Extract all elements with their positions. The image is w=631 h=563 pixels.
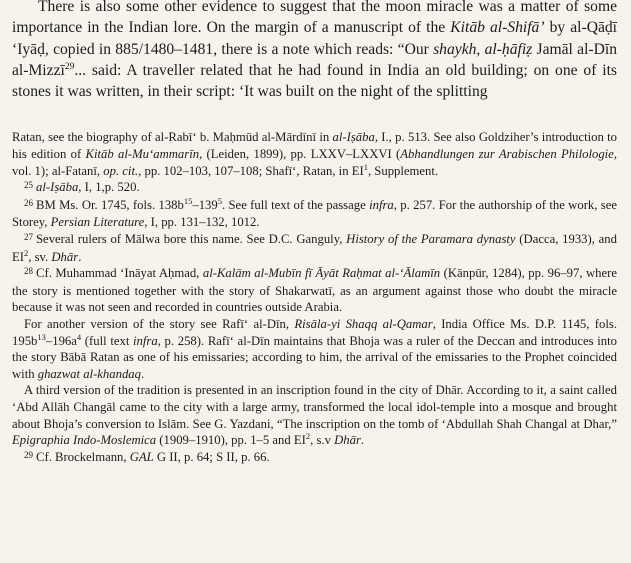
note-sup: 5 — [217, 195, 222, 206]
note-sup: 1 — [363, 161, 368, 172]
note-text: , sv. — [28, 249, 52, 264]
footnote-number: 29 — [24, 449, 33, 460]
note-text: (Kānpūr, 1284), pp. 96–97, where the story is mentioned together with the story of Shakarwatī, as an argument against those who doubt the miracle because it was not seen and recorded in countries outside Arabia. — [12, 266, 617, 315]
footnote-ref-29[interactable]: 29 — [64, 61, 75, 72]
note-text: (1909–1910), pp. 1–5 and EI — [156, 433, 306, 448]
note-text: (Dacca, 1933), and EI — [12, 232, 617, 264]
note-text: , I, 1,p. 520. — [78, 180, 140, 195]
note-italic: infra — [369, 197, 394, 212]
note-text: , India Office Ms. D.P. 1145, fols. 195b — [12, 317, 617, 348]
body-text: ... said: A traveller related that he had found in India an old building; on one of its stones it was written, in their script: ‘It was built on the night of the splitting — [12, 61, 617, 101]
note-italic: al-Iṣāba — [36, 180, 79, 195]
note-italic: History of the Paramara dynasty — [346, 232, 516, 247]
note-text: Cf. Muhammad ‘Ināyat Aḥmad, — [36, 266, 203, 281]
note-sup: 15 — [183, 195, 193, 206]
note-sup: 2 — [305, 430, 311, 441]
note-text: A third version of the tradition is presented in an inscription found in the city of Dhār. According to it, a saint called ‘Abd Allāh Changāl came to the city with a large army, transformed the local idol-temple into a mosque and brought about Bhoja’s conversion to Islām. See G. Yazdani, “The inscription on the tomb of ‘Abdullah Shah Changal at Dhar,” — [12, 383, 617, 431]
note-text: . See full text of the passage — [221, 197, 370, 212]
note-text: , I, pp. 131–132, 1012. — [144, 215, 260, 230]
note-italic: al-Iṣāba — [332, 130, 375, 145]
note-text: . — [360, 433, 365, 448]
body-text: There is also some other evidence to suggest that the moon miracle was a matter of some importance in the Indian lore. On the margin of a manuscript of the — [12, 0, 617, 37]
note-italic: infra — [133, 333, 158, 348]
note-sup: 4 — [76, 331, 82, 342]
note-sup: 13 — [37, 331, 46, 342]
term-italic: shaykh, al-ḥāfiẓ — [433, 40, 533, 58]
footnote-26 — [12, 197, 617, 231]
footnote-number: 26 — [24, 197, 33, 208]
footnotes — [12, 129, 617, 466]
note-text: BM Ms. Or. 1745, fols. 138b — [36, 197, 184, 212]
note-italic: Epigraphia Indo-Moslemica — [12, 433, 157, 448]
note-text: . — [78, 249, 82, 264]
note-text: , pp. 102–103, 107–108; Shafī‘, Ratan, in EI — [138, 163, 364, 178]
footnote-continuation — [12, 129, 617, 179]
note-italic: al-Kalām al-Mubīn fī Āyāt Raḥmat al-‘Ālamīn — [202, 266, 441, 281]
footnote-27 — [12, 231, 617, 265]
note-text: –196a — [45, 333, 77, 348]
note-italic: Risāla-yi Shaqq al-Qamar — [294, 317, 433, 332]
note-text: , vol. 1); al-Fatanī, — [12, 147, 617, 178]
footnote-28-paragraph-3 — [12, 382, 617, 448]
body-text: Jamāl al-Dīn al-Mizzī — [12, 40, 617, 79]
body-paragraph — [12, 0, 617, 102]
note-text: , p. 257. For the authorship of the work, see Storey, — [12, 197, 617, 230]
note-text: , Supplement. — [367, 163, 439, 178]
footnote-28 — [12, 265, 617, 316]
note-text: Several rulers of Mālwa bore this name. See D.C. Ganguly, — [36, 232, 347, 247]
note-italic: Dhār — [51, 249, 79, 264]
note-italic: Abhandlungen zur Arabischen Philologie — [400, 147, 614, 162]
note-text: , s.v — [310, 433, 335, 448]
note-italic: Dhār — [334, 433, 361, 448]
footnote-number: 28 — [24, 266, 33, 277]
body-text: by al-Qāḍī ‘Iyāḍ, copied in 885/1480–1481, there is a note which reads: “Our — [12, 19, 618, 58]
note-italic: Kitāb al-Mu‘ammarīn — [85, 147, 200, 162]
note-text: –139 — [192, 197, 218, 212]
note-text: (full text — [81, 333, 134, 348]
footnote-29 — [12, 449, 617, 467]
note-text: . — [141, 366, 145, 381]
title-italic: Kitāb al-Shifā’ — [450, 19, 545, 37]
note-text: G II, p. 64; S II, p. 66. — [153, 449, 270, 464]
note-text: For another version of the story see Rafī‘ al-Dīn, — [24, 317, 295, 332]
note-text: , (Leiden, 1899), pp. LXXV–LXXVI ( — [199, 147, 401, 162]
note-text: , p. 258). Rafī‘ al-Dīn maintains that Bhoja was a ruler of the Deccan and introduces into the story Bābā Ratan as one of his emissaries; according to him, the arrival of the emissaries to the Prophet coincided with — [12, 333, 617, 381]
note-sup: 2 — [23, 247, 29, 258]
note-text: Ratan, see the biography of al-Rabī‘ b. Maḥmūd al-Mārdīnī in — [12, 130, 333, 145]
note-italic: ghazwat al-khandaq — [37, 366, 141, 381]
note-italic: Persian Literature — [50, 215, 145, 230]
footnote-number: 25 — [24, 180, 33, 191]
note-text: Cf. Brockelmann, — [36, 449, 130, 464]
footnote-25 — [12, 179, 617, 197]
note-text: , I., p. 513. See also Goldziher’s introduction to his edition of — [12, 130, 617, 162]
footnote-28-paragraph-2 — [12, 316, 617, 382]
note-italic: op. cit. — [103, 163, 139, 178]
main-text — [12, 0, 617, 102]
footnote-number: 27 — [24, 232, 33, 243]
note-italic: GAL — [129, 449, 154, 464]
